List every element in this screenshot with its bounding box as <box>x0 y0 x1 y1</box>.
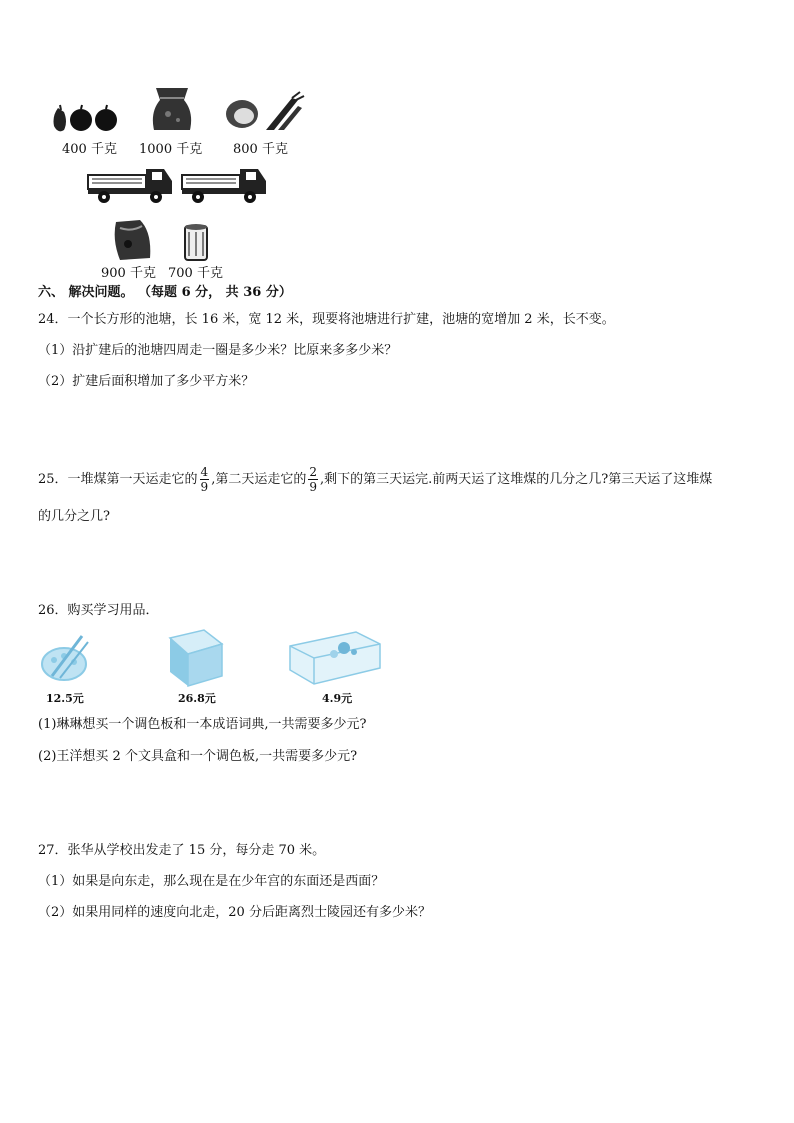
q26-sub1: (1)琳琳想买一个调色板和一本成语词典,一共需要多少元? <box>38 717 367 732</box>
q25-line2: 的几分之几? <box>38 509 110 524</box>
q25-part2: ,第二天运走它的 <box>211 472 307 487</box>
truck-icon <box>86 165 176 205</box>
q26-sub2: (2)王洋想买 2 个文具盒和一个调色板,一共需要多少元? <box>38 749 358 764</box>
weight-label: 800 千克 <box>233 142 288 157</box>
weight-label: 900 千克 <box>101 266 156 281</box>
fraction-4-9: $\frac{4}{9}$ <box>200 465 209 494</box>
fraction-2-9: $\frac{2}{9}$ <box>309 465 317 494</box>
sack-icon <box>148 84 196 132</box>
q27-sub1: （1）如果是向东走，那么现在是在少年宫的东面还是西面？ <box>38 874 385 889</box>
barrel-icon <box>182 222 210 262</box>
weight-label: 700 千克 <box>168 266 223 281</box>
q25-line1 <box>38 463 712 497</box>
price-label: 4.9元 <box>322 692 353 705</box>
bag-icon <box>110 218 154 262</box>
price-label: 12.5元 <box>46 692 84 705</box>
truck-icon <box>180 165 270 205</box>
section-title: 六、 解决问题。 （每题 6 分， 共 36 分） <box>38 285 292 300</box>
fruit-icon <box>48 102 120 134</box>
weight-label: 400 千克 <box>62 142 117 157</box>
q27-stem: 27．张华从学校出发走了 15 分，每分走 70 米。 <box>38 843 326 858</box>
vegetable-icon <box>222 92 304 132</box>
pencil-box-icon <box>286 628 384 688</box>
q27-sub2: （2）如果用同样的速度向北走，20 分后距离烈士陵园还有多少米？ <box>38 905 431 920</box>
q24-sub2: （2）扩建后面积增加了多少平方米？ <box>38 374 255 389</box>
q25-part3: ,剩下的第三天运完.前两天运了这堆煤的几分之几?第三天运了这堆煤 <box>319 472 713 487</box>
q26-stem: 26．购买学习用品． <box>38 603 159 618</box>
q25-part1: 25．一堆煤第一天运走它的 <box>38 472 198 487</box>
weight-label: 1000 千克 <box>139 142 203 157</box>
palette-icon <box>38 630 90 684</box>
q24-sub1: （1）沿扩建后的池塘四周走一圈是多少米？比原来多多少米？ <box>38 343 398 358</box>
book-icon <box>164 628 228 688</box>
price-label: 26.8元 <box>178 692 216 705</box>
q24-stem: 24．一个长方形的池塘，长 16 米，宽 12 米，现要将池塘进行扩建，池塘的宽增加 2 米，长不变。 <box>38 312 615 327</box>
